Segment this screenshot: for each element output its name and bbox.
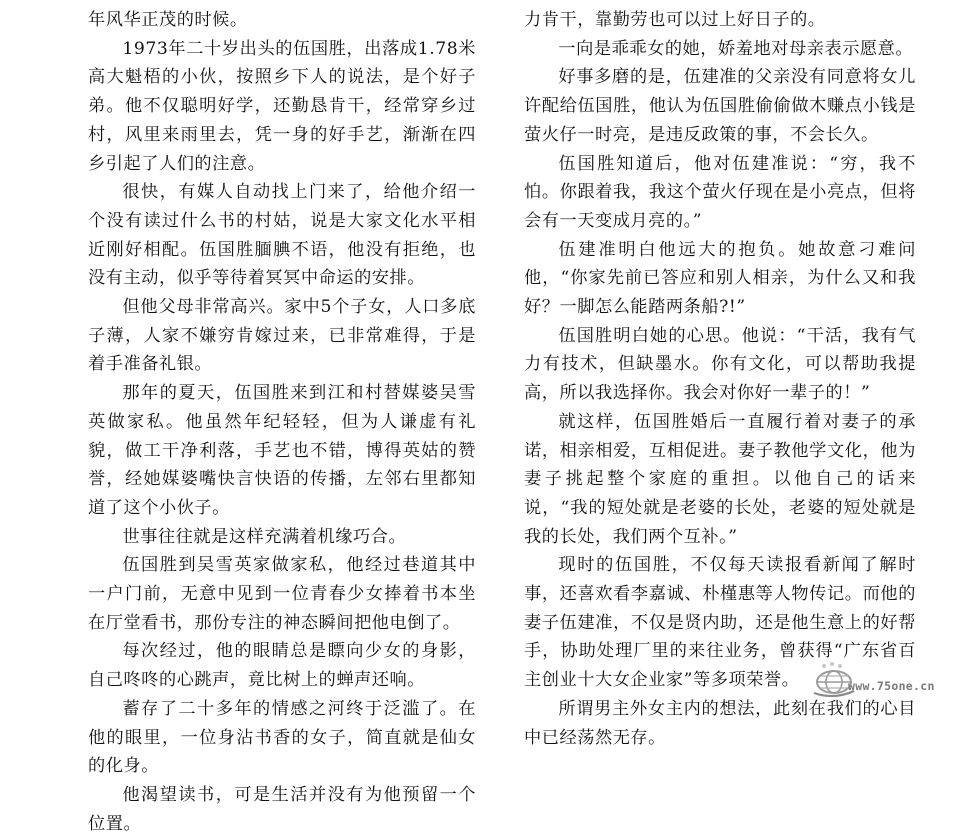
- paragraph: 那年的夏天，伍国胜来到江和村替媒婆吴雪英做家私。他虽然年纪轻轻，但为人谦虚有礼貌，做工干净利落，手艺也不错，博得英姑的赞誉，经她媒婆嘴快言快语的传播，左邻右里都知道了这个小伙子。: [88, 383, 476, 518]
- paragraph: 好事多磨的是，伍建准的父亲没有同意将女儿许配给伍国胜，他认为伍国胜偷偷做木赚点小钱是萤火仔一时亮，是违反政策的事，不会长久。: [524, 67, 916, 145]
- paragraph: 现时的伍国胜，不仅每天读报看新闻了解时事，还喜欢看李嘉诚、朴槿惠等人物传记。而他的妻子伍建准，不仅是贤内助，还是他生意上的好帮手，协助处理厂里的来往业务，曾获得“广东省百主创业十大女企业家”等多项荣誉。: [524, 555, 916, 691]
- paragraph: 伍建准明白他远大的抱负。她故意刁难问他，“你家先前已答应和别人相亲，为什么又和我好？一脚怎么能踏两条船?!”: [524, 239, 916, 318]
- paragraph: 世事往往就是这样充满着机缘巧合。: [122, 526, 407, 547]
- paragraph: 伍国胜知道后，他对伍建准说：“穷，我不怕。你跟着我，我这个萤火仔现在是小亮点，但将会有一天变成月亮的。”: [524, 153, 916, 231]
- paragraph: 每次经过，他的眼睛总是瞟向少女的身影，自己咚咚的心跳声，竟比树上的蝉声还响。: [88, 641, 476, 691]
- paragraph: 1973年二十岁出头的伍国胜，出落成1.78米高大魁梧的小伙，按照乡下人的说法，是个好子弟。他不仅聪明好学，还勤恳肯干，经常穿乡过村，风里来雨里去，凭一身的好手艺，渐渐在四乡引起了人们的注意。: [88, 38, 476, 174]
- paragraph: 但他父母非常高兴。家中5个子女，人口多底子薄，人家不嫌穷肯嫁过来，已非常难得，于是着手准备礼银。: [88, 297, 476, 375]
- paragraph: 伍国胜到吴雪英家做家私，他经过巷道其中一户门前，无意中见到一位青春少女捧着书本坐在厅堂看书，那份专注的神态瞬间把他电倒了。: [88, 555, 476, 633]
- paragraph: 力肯干，靠勤劳也可以过上好日子的。: [524, 10, 826, 30]
- site-watermark: [808, 660, 968, 700]
- left-page-column: [88, 6, 476, 838]
- paragraph: 很快，有媒人自动找上门来了，给他介绍一个没有读过什么书的村姑，说是大家文化水平相近刚好相配。伍国胜腼腆不语，他没有拒绝，也没有主动，似乎等待着冥冥中命运的安排。: [88, 182, 476, 289]
- paragraph: 他渴望读书，可是生活并没有为他预留一个位置。: [88, 784, 476, 834]
- paragraph: 所谓男主外女主内的想法，此刻在我们的心目中已经荡然无存。: [524, 698, 916, 748]
- paragraph: 蓄存了二十多年的情感之河终于泛滥了。在他的眼里，一位身沾书香的女子，简直就是仙女的化身。: [88, 698, 476, 777]
- watermark-url: www.75one.cn: [848, 679, 935, 693]
- paragraph: 伍国胜明白她的心思。他说：“干活，我有气力有技术，但缺墨水。你有文化，可以帮助我提高，所以我选择你。我会对你好一辈子的！”: [524, 325, 916, 404]
- paragraph: 就这样，伍国胜婚后一直履行着对妻子的承诺，相亲相爱，互相促进。妻子教他学文化，他为妻子挑起整个家庭的重担。以他自己的话来说，“我的短处就是老婆的长处，老婆的短处就是我的长处，我们两个互补。”: [524, 411, 916, 547]
- paragraph: 一向是乖乖女的她，娇羞地对母亲表示愿意。: [558, 38, 914, 59]
- right-page-column: [524, 6, 916, 752]
- paragraph: 年风华正茂的时候。: [88, 10, 248, 30]
